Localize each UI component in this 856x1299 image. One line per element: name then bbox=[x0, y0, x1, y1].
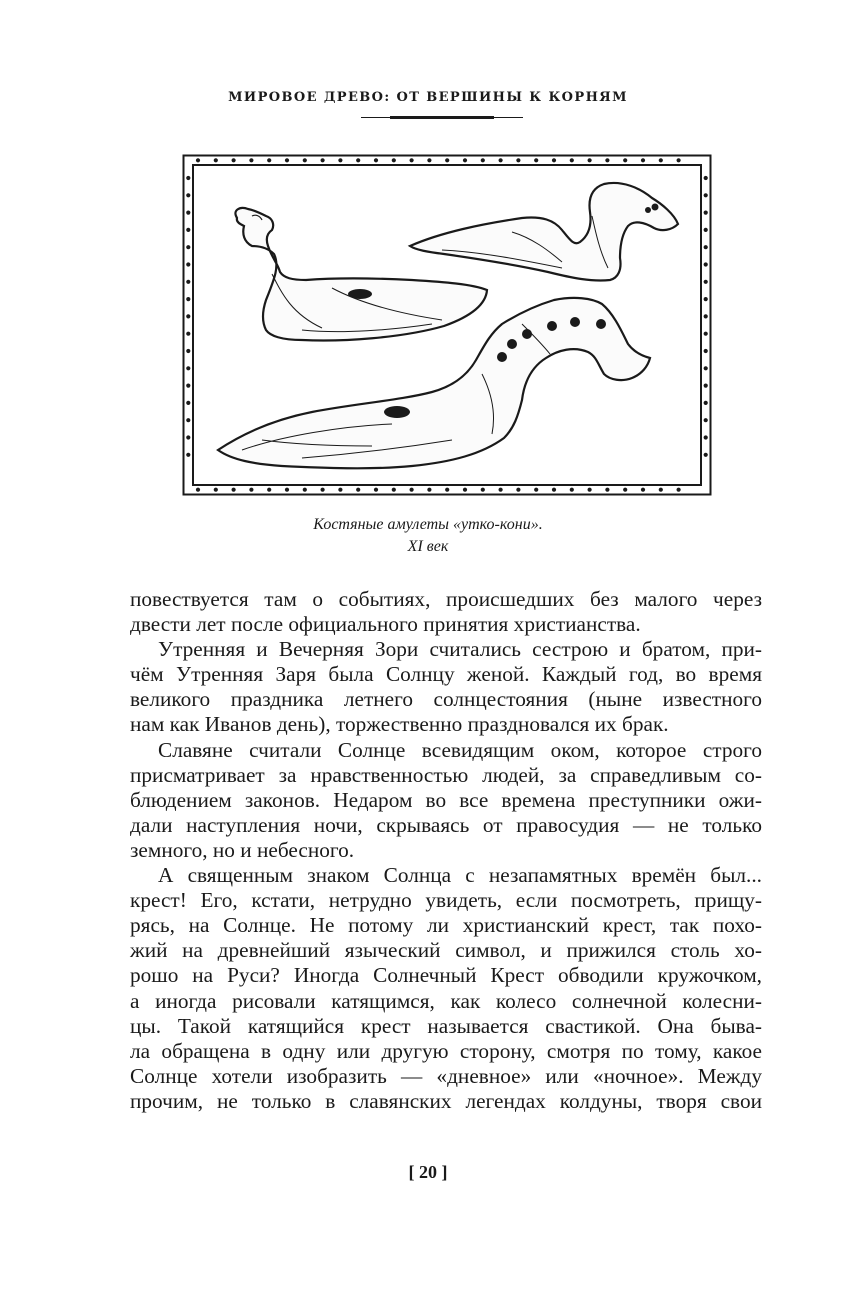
frame-dot bbox=[392, 488, 396, 492]
frame-dot bbox=[677, 488, 681, 492]
frame-dot bbox=[186, 418, 190, 422]
frame-dot bbox=[499, 488, 503, 492]
frame-dot bbox=[186, 366, 190, 370]
body-line: Утренняя и Вечерняя Зори считались сестрою и братом, при- bbox=[158, 637, 762, 662]
frame-dot bbox=[641, 158, 645, 162]
frame-dot bbox=[704, 228, 708, 232]
frame-dot bbox=[186, 384, 190, 388]
body-line: двести лет после официального принятия христианства. bbox=[130, 612, 641, 637]
frame-dot bbox=[516, 158, 520, 162]
frame-dot bbox=[186, 262, 190, 266]
body-line: рясь, на Солнце. Не потому ли христианский крест, так похо- bbox=[130, 913, 762, 938]
frame-dot bbox=[704, 366, 708, 370]
frame-dot bbox=[704, 193, 708, 197]
frame-dot bbox=[267, 488, 271, 492]
frame-dot bbox=[427, 158, 431, 162]
frame-dot bbox=[570, 488, 574, 492]
frame-dot bbox=[267, 158, 271, 162]
body-line: чём Утренняя Заря была Солнцу женой. Каждый год, во время bbox=[130, 662, 762, 687]
frame-dot bbox=[285, 158, 289, 162]
frame-dot bbox=[534, 488, 538, 492]
frame-dot bbox=[704, 401, 708, 405]
frame-dot bbox=[249, 158, 253, 162]
frame-dot bbox=[516, 488, 520, 492]
frame-dot bbox=[623, 158, 627, 162]
body-line: рошо на Руси? Иногда Солнечный Крест обводили кружочком, bbox=[130, 963, 762, 988]
frame-dot bbox=[196, 488, 200, 492]
figure-caption-line2: XI век bbox=[407, 538, 449, 555]
frame-dot bbox=[481, 158, 485, 162]
frame-dot bbox=[463, 488, 467, 492]
frame-dot bbox=[196, 158, 200, 162]
frame-dot bbox=[392, 158, 396, 162]
frame-dot bbox=[186, 280, 190, 284]
frame-dot bbox=[338, 488, 342, 492]
frame-dot bbox=[659, 158, 663, 162]
running-head: МИРОВОЕ ДРЕВО: ОТ ВЕРШИНЫ К КОРНЯМ bbox=[228, 90, 628, 105]
frame-dot bbox=[704, 280, 708, 284]
frame-dot bbox=[677, 158, 681, 162]
frame-dot bbox=[410, 158, 414, 162]
page-number: [ 20 ] bbox=[408, 1162, 448, 1182]
frame-dot bbox=[186, 349, 190, 353]
duck-horse-amulet-left-icon bbox=[235, 208, 487, 340]
frame-dot bbox=[704, 384, 708, 388]
frame-dot bbox=[410, 488, 414, 492]
body-line: крест! Его, кстати, нетрудно увидеть, если посмотреть, прищу- bbox=[130, 888, 762, 913]
frame-dot bbox=[356, 158, 360, 162]
frame-dot bbox=[186, 211, 190, 215]
body-text bbox=[130, 587, 762, 1114]
frame-dot bbox=[186, 401, 190, 405]
frame-dot bbox=[605, 158, 609, 162]
frame-dot bbox=[704, 245, 708, 249]
body-line: блюдением законов. Недаром во все времена преступники ожи- bbox=[130, 787, 762, 812]
frame-dot bbox=[303, 488, 307, 492]
body-line: прочим, не только в славянских легендах колдуны, творя свои bbox=[130, 1088, 762, 1113]
body-line: А священным знаком Солнца с незапамятных времён был... bbox=[158, 863, 762, 888]
frame-dot bbox=[605, 488, 609, 492]
body-line: присматривает за нравственностью людей, за справедливым со- bbox=[130, 762, 762, 787]
frame-dot bbox=[214, 488, 218, 492]
frame-dot bbox=[570, 158, 574, 162]
frame-dot bbox=[374, 488, 378, 492]
frame-dot bbox=[641, 488, 645, 492]
frame-dot bbox=[249, 488, 253, 492]
body-line: Славяне считали Солнце всевидящим оком, которое строго bbox=[158, 737, 762, 762]
frame-dot bbox=[534, 158, 538, 162]
frame-dot bbox=[588, 488, 592, 492]
frame-dot bbox=[186, 435, 190, 439]
frame-dot bbox=[481, 488, 485, 492]
frame-dot bbox=[704, 332, 708, 336]
frame-dot bbox=[303, 158, 307, 162]
frame-dot bbox=[552, 488, 556, 492]
frame-dot bbox=[704, 176, 708, 180]
amulet-illustration bbox=[182, 154, 712, 496]
frame-dot bbox=[588, 158, 592, 162]
frame-dot bbox=[427, 488, 431, 492]
frame-dot bbox=[704, 418, 708, 422]
frame-dot bbox=[232, 488, 236, 492]
body-line: а иногда рисовали катящимся, как колесо солнечной колесни- bbox=[130, 988, 762, 1013]
frame-dot bbox=[623, 488, 627, 492]
body-line: ла обращена в одну или другую сторону, смотря по тому, какое bbox=[130, 1038, 762, 1063]
frame-dot bbox=[704, 435, 708, 439]
frame-dot bbox=[356, 488, 360, 492]
header-rule-accent bbox=[390, 116, 494, 119]
body-line: Солнце хотели изобразить — «дневное» или «ночное». Между bbox=[130, 1063, 762, 1088]
frame-dot bbox=[186, 245, 190, 249]
frame-dot bbox=[374, 158, 378, 162]
frame-dot bbox=[186, 297, 190, 301]
frame-dot bbox=[463, 158, 467, 162]
frame-dot bbox=[704, 453, 708, 457]
frame-dot bbox=[704, 314, 708, 318]
frame-dot bbox=[186, 332, 190, 336]
frame-dot bbox=[321, 488, 325, 492]
frame-dot bbox=[186, 314, 190, 318]
duck-horse-amulet-right-icon bbox=[410, 183, 678, 281]
frame-dot bbox=[659, 488, 663, 492]
figure-caption-line1: Костяные амулеты «утко-кони». bbox=[313, 516, 543, 533]
frame-dot bbox=[186, 453, 190, 457]
frame-dot bbox=[445, 158, 449, 162]
frame-dot bbox=[445, 488, 449, 492]
frame-dot bbox=[704, 211, 708, 215]
body-line: земного, но и небесного. bbox=[130, 837, 355, 862]
body-line: великого праздника летнего солнцестояния (ныне известного bbox=[130, 687, 762, 712]
body-line: повествуется там о событиях, происшедших без малого через bbox=[130, 587, 762, 611]
frame-dot bbox=[704, 297, 708, 301]
frame-dot bbox=[232, 158, 236, 162]
frame-dot bbox=[704, 349, 708, 353]
frame-dot bbox=[552, 158, 556, 162]
frame-dot bbox=[321, 158, 325, 162]
frame-dot bbox=[186, 228, 190, 232]
frame-dot bbox=[214, 158, 218, 162]
frame-dot bbox=[499, 158, 503, 162]
frame-dot bbox=[338, 158, 342, 162]
body-line: дали наступления ночи, скрываясь от правосудия — не только bbox=[130, 812, 762, 837]
frame-dot bbox=[186, 176, 190, 180]
body-line: нам как Иванов день), торжественно праздновался их брак. bbox=[130, 712, 669, 737]
frame-dot bbox=[186, 193, 190, 197]
frame-dot bbox=[285, 488, 289, 492]
frame-dot bbox=[704, 262, 708, 266]
body-line: жий на древнейший языческий символ, и прижился столь хо- bbox=[130, 938, 762, 963]
body-line: цы. Такой катящийся крест называется свастикой. Она быва- bbox=[130, 1013, 762, 1038]
